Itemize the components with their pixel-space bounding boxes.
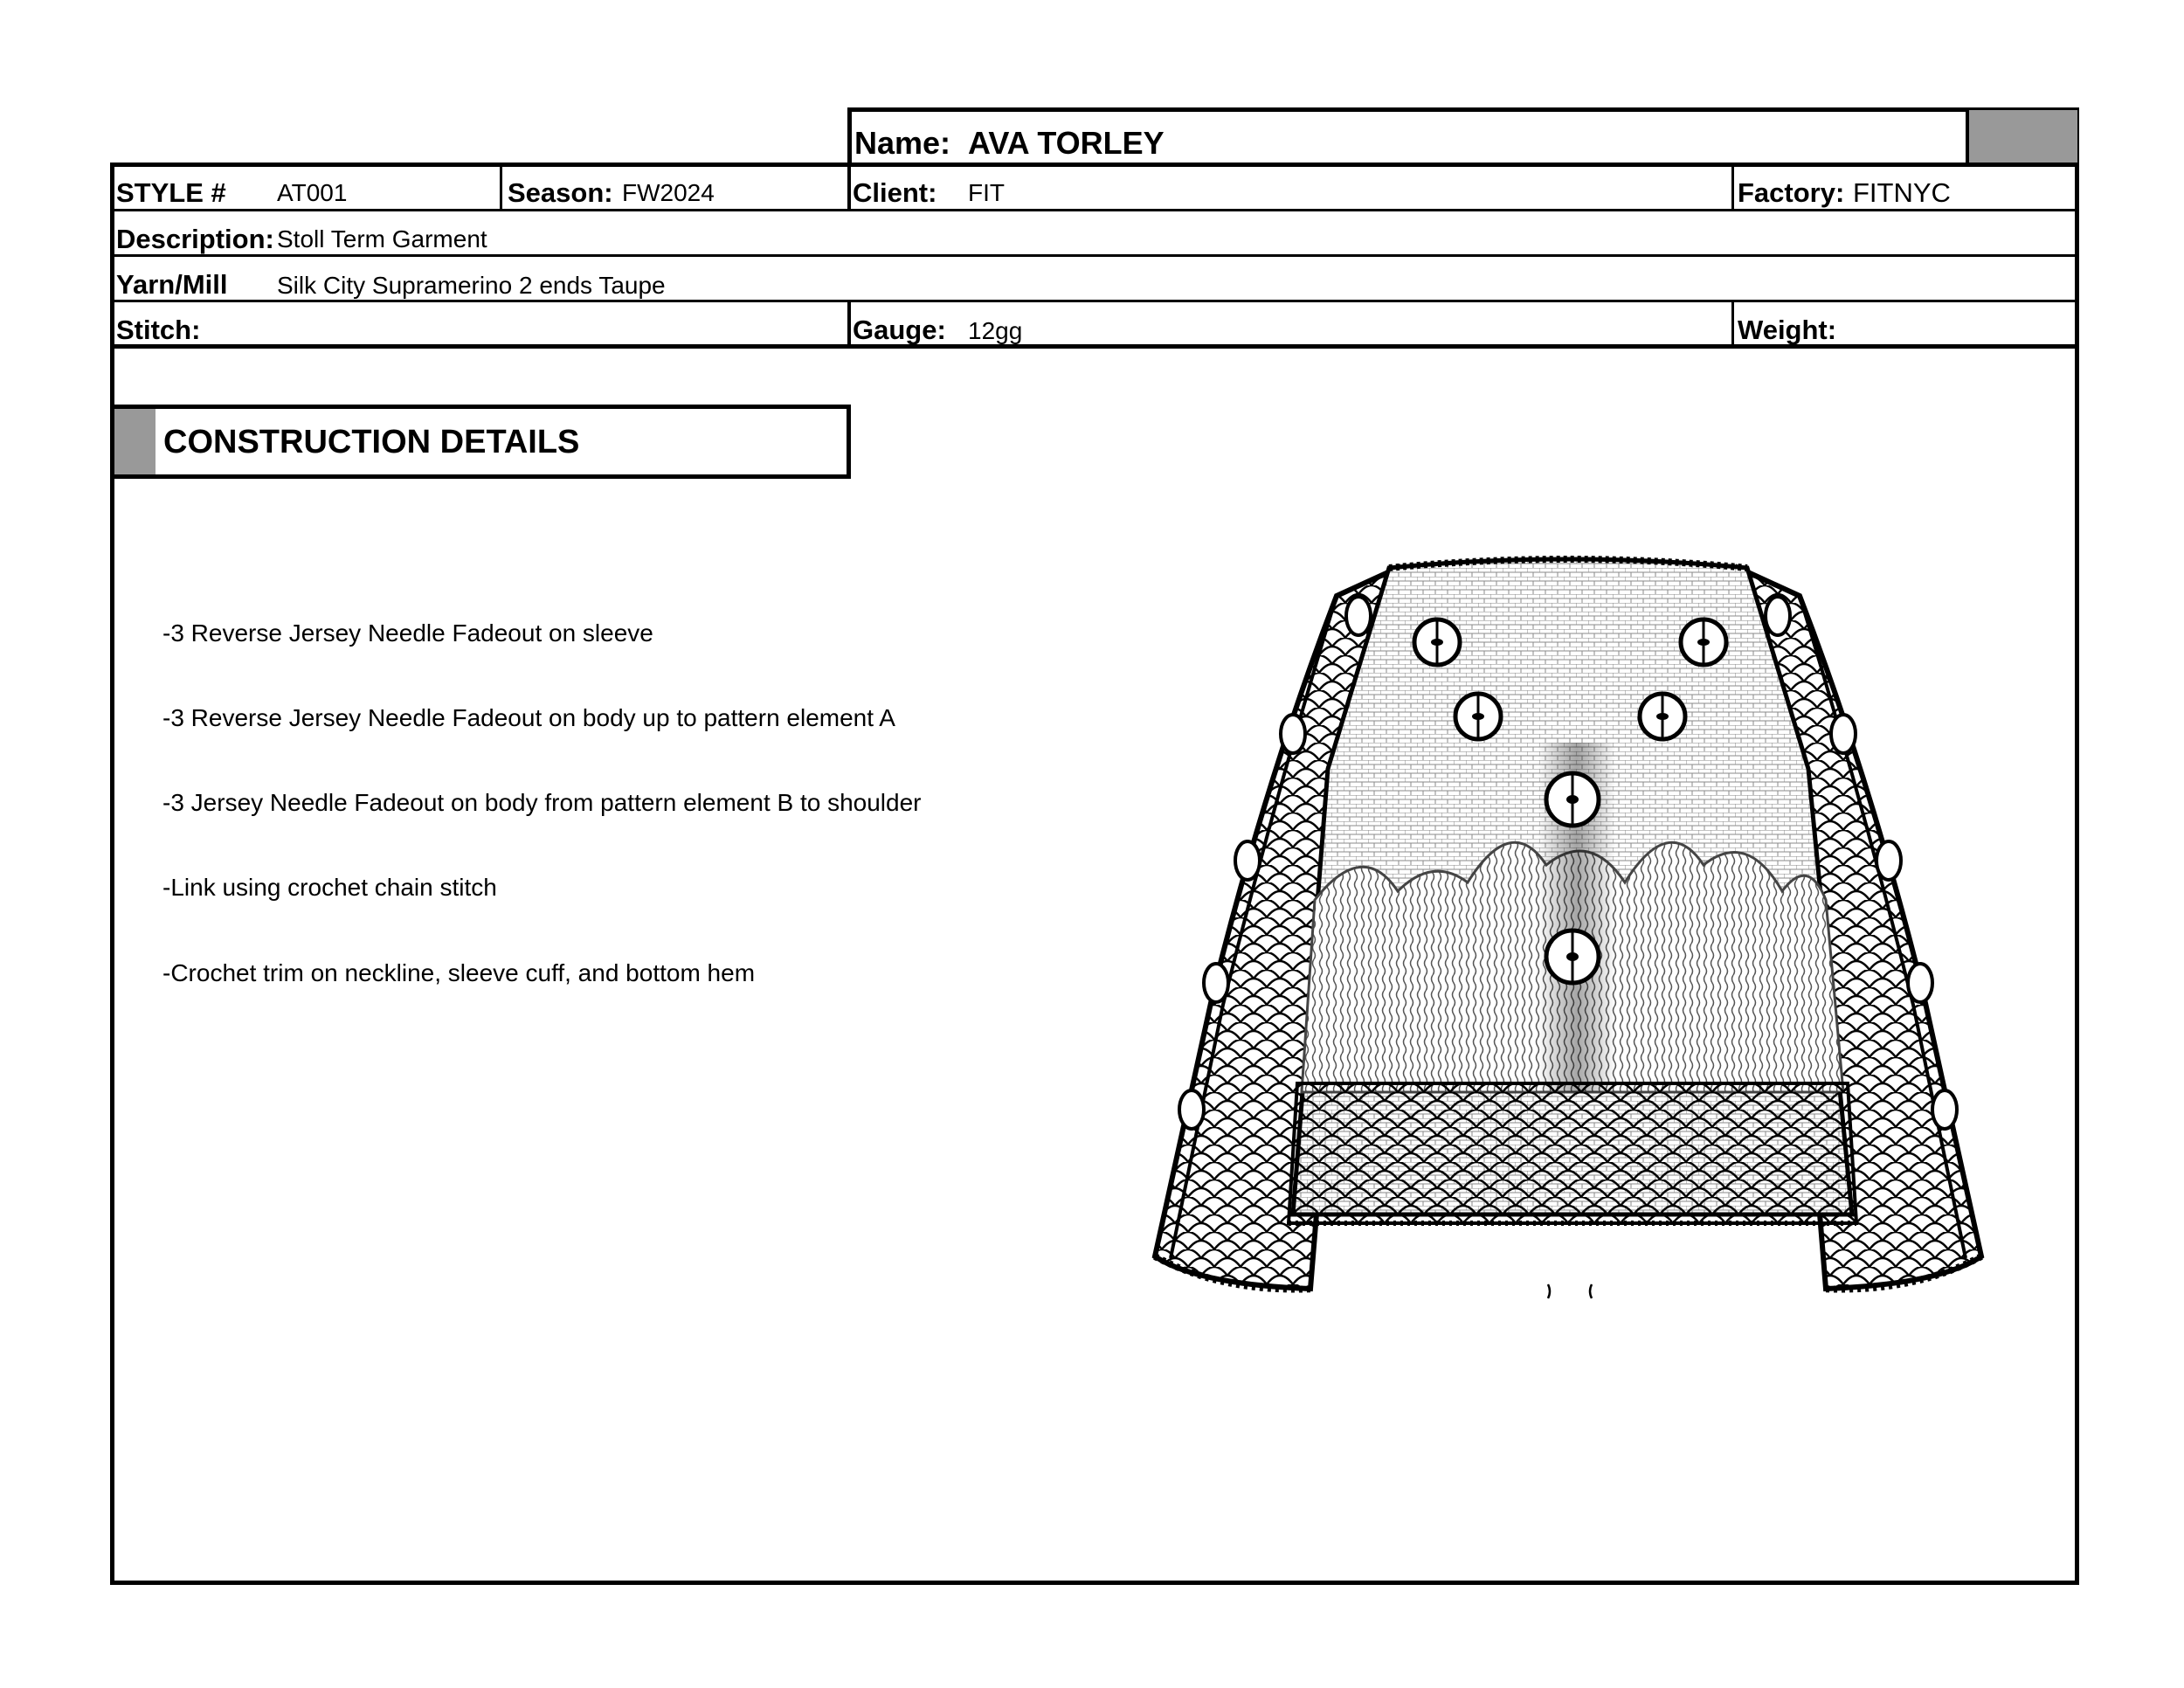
name-label: Name: — [854, 125, 951, 161]
section-header-swatch — [114, 409, 156, 474]
yarn-label: Yarn/Mill — [116, 269, 228, 300]
client-value: FIT — [968, 179, 1005, 206]
note-item: -Link using crochet chain stitch — [162, 874, 497, 901]
note-item: -3 Reverse Jersey Needle Fadeout on body up to pattern element A — [162, 704, 895, 731]
gauge-value: 12gg — [968, 317, 1023, 344]
col-divider — [847, 163, 851, 211]
col-divider — [500, 163, 502, 211]
section-title: CONSTRUCTION DETAILS — [163, 424, 580, 460]
note-item: -Crochet trim on neckline, sleeve cuff, and bottom hem — [162, 959, 756, 986]
season-label: Season: — [508, 177, 613, 208]
factory-label: Factory: — [1738, 177, 1845, 208]
stitch-label: Stitch: — [116, 315, 201, 345]
weight-label: Weight: — [1738, 315, 1837, 345]
name-value: AVA TORLEY — [968, 125, 1165, 161]
row-divider — [110, 254, 2079, 257]
garment-sketch — [1136, 550, 2001, 1319]
style-value: AT001 — [277, 179, 348, 206]
style-label: STYLE # — [116, 177, 226, 208]
client-label: Client: — [853, 177, 937, 208]
row-divider — [110, 300, 2079, 302]
note-item: -3 Reverse Jersey Needle Fadeout on sleeve — [162, 619, 653, 647]
description-label: Description: — [116, 224, 274, 254]
col-divider — [1731, 163, 1734, 211]
hem-panel — [1289, 1083, 1856, 1223]
name-swatch — [1966, 110, 2077, 164]
col-divider — [847, 300, 851, 349]
yarn-value: Silk City Supramerino 2 ends Taupe — [277, 272, 666, 299]
note-item: -3 Jersey Needle Fadeout on body from pattern element B to shoulder — [162, 789, 922, 816]
row-divider — [110, 209, 2079, 211]
gauge-label: Gauge: — [853, 315, 946, 345]
factory-value: FITNYC — [1853, 177, 1951, 208]
season-value: FW2024 — [622, 179, 715, 206]
description-value: Stoll Term Garment — [277, 225, 487, 253]
col-divider — [1731, 300, 1734, 349]
